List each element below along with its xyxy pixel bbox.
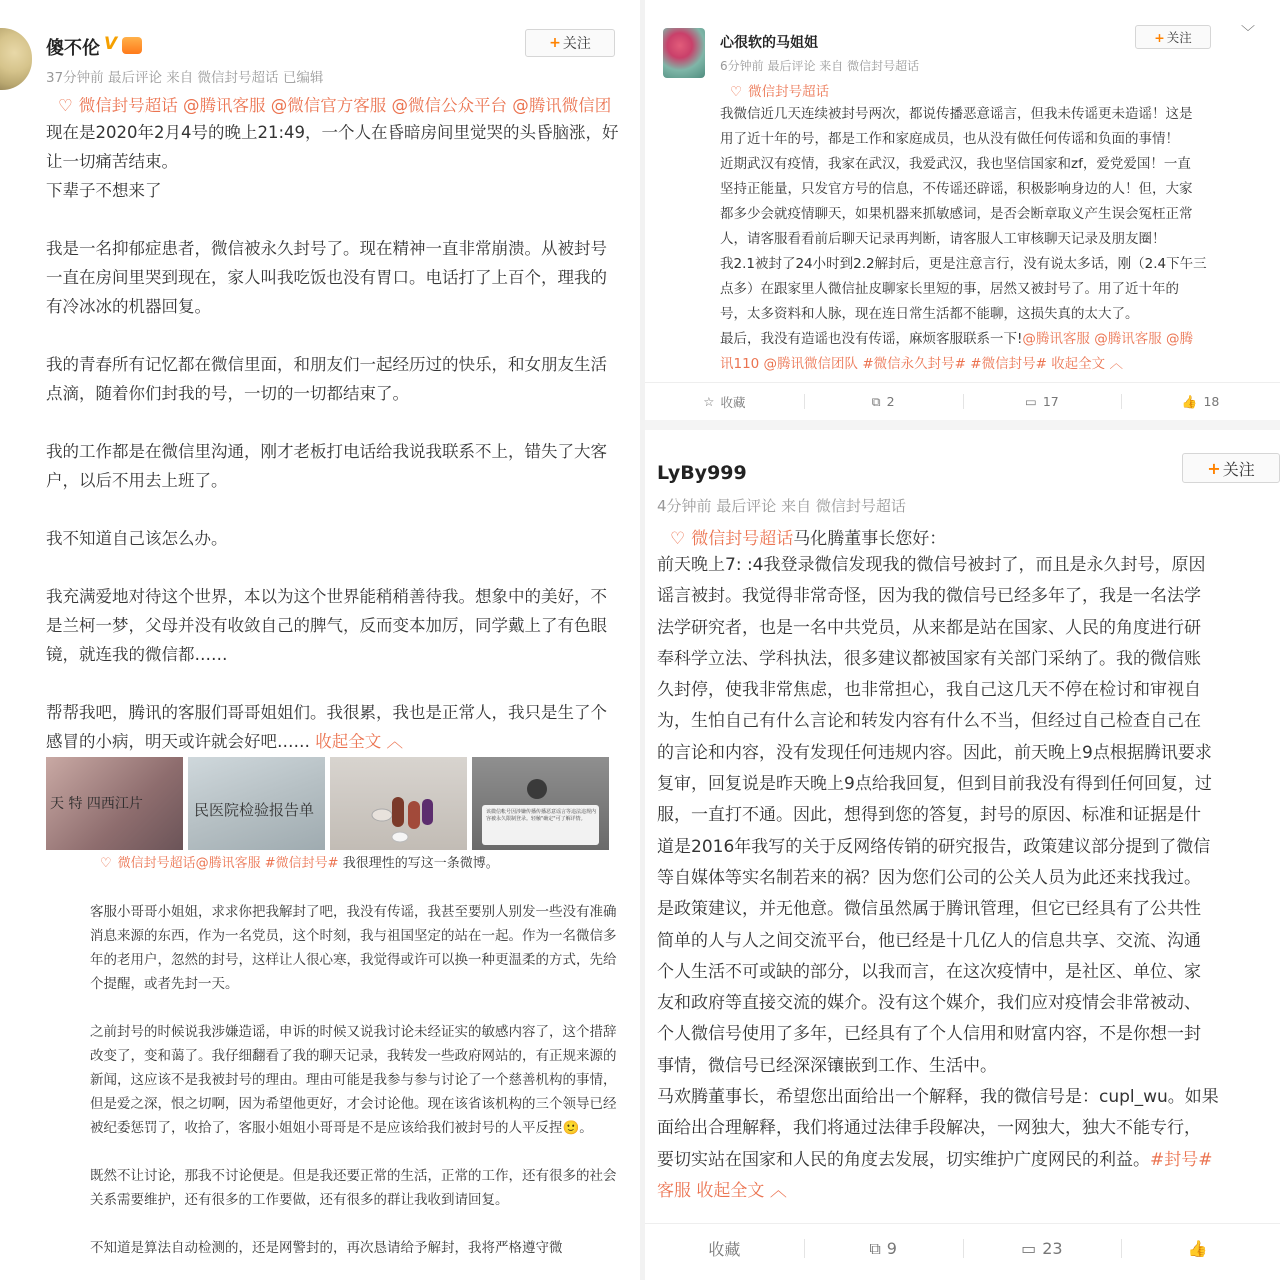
action-bar <box>645 1223 1280 1273</box>
line: 个人生活不可或缺的部分，以我而言，在这次疫情中，是社区、单位、家 <box>657 961 1201 982</box>
line: 我2.1被封了24小时到2.2解封后，更是注意言行，没有说太多话，刚（2.4下午三 <box>720 256 1207 272</box>
line-text: 最后，我没有造谣也没有传谣，麻烦客服联系一下! <box>720 331 1023 347</box>
line: 镜，就连我的微信都…… <box>46 645 228 664</box>
plus-icon: + <box>1154 29 1165 45</box>
paragraph: 既然不让讨论，那我不讨论便是。但是我还要正常的生活，正常的工作，还有很多的社会关系需要维护，还有很多的工作要做，还有很多的群让我收到请回复。 <box>90 1168 617 1208</box>
thumbnail-ban-notice[interactable] <box>472 757 609 850</box>
paragraph: 客服小哥哥小姐姐，求求你把我解封了吧，我没有传谣，我甚至要别人别发一些没有准确消息来源的东西，作为一名党员，这个时刻，我与祖国坚定的站在一起。作为一名微信多年的老用户，忽然的封号，这样让人很心寒，我觉得或许可以换一种更温柔的方式，先给个提醒，或者先封一天。 <box>90 904 617 992</box>
topic-link[interactable] <box>670 524 946 549</box>
line: 点滴，随着你们封我的号，一切的一切都结束了。 <box>46 384 409 403</box>
line <box>720 352 1255 377</box>
topic-tail: 我很理性的写这一条微博。 <box>342 856 499 871</box>
blank-line <box>90 1212 620 1236</box>
blank-line <box>46 408 640 437</box>
topic-tag-icon: ♡ <box>730 84 743 100</box>
thumbs-up-icon: 👍 <box>1187 1239 1208 1258</box>
line: 我不知道自己该怎么办。 <box>46 529 228 548</box>
topic-link[interactable] <box>100 852 499 871</box>
star-icon: ☆ <box>703 394 715 409</box>
follow-label: 关注 <box>562 36 591 52</box>
line: 户，以后不用去上班了。 <box>46 471 228 490</box>
line: 友和政府等直接交流的媒介。没有这个媒介，我们应对疫情会非常被动、 <box>657 993 1201 1014</box>
user-avatar[interactable] <box>0 28 32 90</box>
thumbnail-pills[interactable] <box>330 757 467 850</box>
comment-button[interactable] <box>963 1224 1122 1273</box>
repost-count: 2 <box>886 394 895 409</box>
favorite-button[interactable] <box>645 1224 804 1273</box>
thumb-caption: 天 特 四西江片 <box>50 796 143 812</box>
collapse-label: 收起全文 <box>315 732 382 751</box>
line: 为，生怕自己有什么言论和转发内容有什么不当，但经过自己检查自己在 <box>657 711 1201 732</box>
post-body <box>657 550 1280 1207</box>
topic-tag-icon: ♡ <box>670 529 686 549</box>
hashtag-link[interactable]: #封号# <box>1150 1149 1213 1170</box>
line: 号，太多资料和人脉，现在连日常生活都不能聊，这损失真的太大了。 <box>720 306 1139 322</box>
line: 简单的人与人之间交流平台，他已经是十几亿人的信息共享、交流、沟通 <box>657 930 1201 951</box>
line: 现在是2020年2月4号的晚上21:49，一个人在昏暗房间里觉哭的头昏脑涨，好 <box>46 123 619 142</box>
line: 我微信近几天连续被封号两次，都说传播恶意谣言，但我未传谣更未造谣！这是 <box>720 106 1193 122</box>
line: 我的青春所有记忆都在微信里面，和朋友们一起经历过的快乐，和女朋友生活 <box>46 355 607 374</box>
repost-button[interactable] <box>804 383 963 420</box>
thumbnail-prescription[interactable] <box>46 757 183 850</box>
topic-text: 微信封号超话 <box>748 84 830 100</box>
collapse-label: 收起全文 <box>696 1180 765 1201</box>
follow-label: 关注 <box>1222 459 1255 479</box>
line <box>657 1145 1280 1176</box>
line: 我的工作都是在微信里沟通，刚才老板打电话给我说我联系不上，错失了大客 <box>46 442 607 461</box>
username[interactable]: 心很软的马姐姐 <box>720 35 818 51</box>
user-avatar[interactable] <box>663 28 705 78</box>
mention-links[interactable]: @腾讯客服 @腾讯客服 @腾 <box>1022 331 1194 347</box>
panel-divider <box>645 420 1280 430</box>
line-with-collapse <box>46 727 640 756</box>
comment-count: 17 <box>1042 394 1059 409</box>
line: 是兰柯一梦，父母并没有收敛自己的脾气，反而变本加厉，同学戴上了有色眼 <box>46 616 607 635</box>
like-button[interactable] <box>1121 1224 1280 1273</box>
line <box>720 327 1255 352</box>
comment-icon: ▭ <box>1021 1239 1037 1258</box>
collapse-label: 收起全文 <box>1051 356 1106 372</box>
blank-line <box>90 1140 620 1164</box>
line: 有冷冰冰的机器回复。 <box>46 297 211 316</box>
paragraph: 之前封号的时候说我涉嫌造谣，申诉的时候又说我讨论未经证实的敏感内容了，这个措辞改变了，变和蔼了。我仔细翻看了我的聊天记录，我转发一些政府网站的，有正规来源的新闻，这应该不是我被封号的理由。理由可能是我参与参与讨论了一个慈善机构的事情，但是爱之深，恨之切啊，因为希望他更好，才会讨论他。现在该省该机构的三个领导已经被纪委惩罚了，收拾了，客服小姐姐小哥哥是不是应该给我们被封号的人平反捏🙂。 <box>90 1024 617 1136</box>
repost-count: 9 <box>886 1239 897 1258</box>
comment-icon: ▭ <box>1025 394 1037 409</box>
vip-crown-icon <box>122 37 142 54</box>
line-text: 感冒的小病，明天或许就会好吧…… <box>46 732 310 751</box>
line: 法学研究者，也是一名中共党员，从来都是站在国家、人民的角度进行研 <box>657 617 1201 638</box>
topic-tag-icon: ♡ <box>58 96 73 115</box>
favorite-button[interactable] <box>645 383 804 420</box>
post-body <box>720 102 1255 377</box>
line: 服，一直打不通。因此，想得到您的答复，封号的原因、标准和证据是什 <box>657 805 1201 826</box>
warning-icon <box>527 779 547 799</box>
mention-links[interactable]: 讯110 @腾讯微信团队 #微信永久封号# #微信封号# <box>720 356 1047 372</box>
topic-link[interactable] <box>730 80 829 100</box>
line: 我充满爱地对待这个世界，本以为这个世界能稍稍善待我。想象中的美好，不 <box>46 587 607 606</box>
mention-link[interactable]: 客服 <box>657 1180 691 1201</box>
line: 是政策建议，并无他意。微信虽然属于腾讯管理，但它已经具有了公共性 <box>657 899 1201 920</box>
post-panel-3 <box>645 0 1280 420</box>
line-text: 要切实站在国家和人民的角度去发展，切实维护广度网民的利益。 <box>657 1149 1150 1170</box>
line: 我是一名抑郁症患者，微信被永久封号了。现在精神一直非常崩溃。从被封号 <box>46 239 607 258</box>
line: 等自媒体等实名制若来的祸？因为您们公司的公关人员为此还来找我过。 <box>657 867 1201 888</box>
repost-icon: ⧉ <box>871 393 881 409</box>
line: 近期武汉有疫情，我家在武汉，我爱武汉，我也坚信国家和zf，爱党爱国！一直 <box>720 156 1191 172</box>
blank-line <box>90 996 620 1020</box>
line: 个人微信号使用了多年，已经具有了个人信用和财富内容，不是你想一封 <box>657 1024 1201 1045</box>
like-button[interactable] <box>1121 383 1280 420</box>
follow-label: 关注 <box>1166 30 1192 45</box>
line: 久封停，使我非常焦虑，也非常担心，我自己这几天不停在检讨和审视自 <box>657 680 1201 701</box>
line <box>657 1176 1280 1207</box>
line: 奉科学立法、学科执法，很多建议都被国家有关部门采纳了。我的微信账 <box>657 648 1201 669</box>
blank-line <box>46 495 640 524</box>
username[interactable]: LyBy999 <box>657 462 747 484</box>
verified-v-icon: V <box>104 34 118 54</box>
paragraph: 不知道是算法自动检测的，还是网警封的，再次恳请给予解封，我将严格遵守微 <box>90 1240 563 1256</box>
topic-link[interactable] <box>58 92 611 116</box>
chevron-up-icon: ︿ <box>386 732 403 751</box>
post-body <box>46 118 640 756</box>
collapse-link[interactable] <box>315 732 403 751</box>
line: 都多少会就疫情聊天，如果机器来抓敏感词，是否会断章取义产生误会冤枉正常 <box>720 206 1193 222</box>
plus-icon: + <box>549 35 561 51</box>
follow-button[interactable] <box>1182 453 1280 483</box>
username[interactable]: 傻不伦 <box>46 38 100 59</box>
blank-line <box>46 553 640 582</box>
post-panel-4 <box>645 430 1280 1280</box>
line: 面给出合理解释，我们将通过法律手段解决，一网独大，独大不能专行， <box>657 1118 1201 1139</box>
post-meta: 37分钟前 最后评论 来自 微信封号超话 已编辑 <box>46 70 324 86</box>
topic-text: 微信封号超话 @腾讯客服 @微信官方客服 @微信公众平台 @腾讯微信团 <box>78 96 612 115</box>
post-panel-2 <box>8 850 638 1280</box>
blank-line <box>46 205 640 234</box>
pills-illustration <box>330 757 467 850</box>
comment-count: 23 <box>1042 1239 1063 1258</box>
comment-button[interactable] <box>963 383 1122 420</box>
line: 坚持正能量，只发官方号的信息，不传谣还辟谣，积极影响身边的人！但，大家 <box>720 181 1193 197</box>
topic-text: 微信封号超话 <box>691 529 794 549</box>
plus-icon: + <box>1207 458 1221 478</box>
collapse-link[interactable] <box>1051 356 1123 372</box>
follow-button[interactable] <box>525 29 615 57</box>
topic-tail: 马化腾董事长您好： <box>793 529 947 549</box>
collapse-link[interactable] <box>696 1181 786 1201</box>
line: 点多）在跟家里人微信扯皮聊家长里短的事，居然又被封号了。用了近十年的 <box>720 281 1179 297</box>
line: 帮帮我吧，腾讯的客服们哥哥姐姐们。我很累，我也是正常人，我只是生了个 <box>46 703 607 722</box>
line: 人，请客服看看前后聊天记录再判断，请客服人工审核聊天记录及朋友圈！ <box>720 231 1166 247</box>
line: 前天晚上7: :4我登录微信发现我的微信号被封了，而且是永久封号，原因 <box>657 555 1206 575</box>
line: 道是2016年我写的关于反网络传销的研究报告，政策建议部分提到了微信 <box>657 836 1211 857</box>
line: 复审，回复说是昨天晚上9点给我回复，但到目前我没有得到任何回复，过 <box>657 774 1212 795</box>
chevron-up-icon: ︿ <box>769 1180 787 1201</box>
favorite-label: 收藏 <box>720 394 746 410</box>
post-panel-1 <box>0 0 640 850</box>
repost-icon: ⧉ <box>869 1238 881 1258</box>
line: 让一切痛苦结束。 <box>46 152 178 171</box>
like-count: 18 <box>1203 394 1220 409</box>
post-meta: 4分钟前 最后评论 来自 微信封号超话 <box>657 497 906 515</box>
image-thumbnails <box>46 757 640 850</box>
line: 下辈子不想来了 <box>46 181 162 200</box>
line: 事情，微信号已经深深镶嵌到工作、生活中。 <box>657 1055 997 1076</box>
ban-text: 该微信帐号因涉嫌传播传播恶意谣言等违法违规内容被永久限制登录。轻触"确定"可了解详情。 <box>486 809 597 822</box>
thumbnail-report[interactable] <box>188 757 325 850</box>
topic-tag-icon: ♡ <box>100 856 112 871</box>
blank-line <box>46 321 640 350</box>
line: 的言论和内容，没有发现任何违规内容。因此，前天晚上9点根据腾讯要求 <box>657 742 1212 763</box>
line: 谣言被封。我觉得非常奇怪，因为我的微信号已经多年了，我是一名法学 <box>657 586 1201 607</box>
favorite-label: 收藏 <box>708 1240 741 1259</box>
follow-button[interactable] <box>1135 25 1211 49</box>
line: 用了近十年的号，都是工作和家庭成员，也从没有做任何传谣和负面的事情！ <box>720 131 1179 147</box>
blank-line <box>46 669 640 698</box>
topic-text: 微信封号超话@腾讯客服 #微信封号# <box>117 856 339 871</box>
chevron-down-icon[interactable]: ﹀ <box>1241 25 1255 41</box>
action-bar <box>645 382 1280 420</box>
thumbs-up-icon: 👍 <box>1181 393 1198 409</box>
thumb-caption: 民医院检验报告单 <box>194 801 315 819</box>
line: 一直在房间里哭到现在，家人叫我吃饭也没有胃口。电话打了上百个，理我的 <box>46 268 607 287</box>
line: 马欢腾董事长，希望您出面给出一个解释，我的微信号是：cupl_wu。如果 <box>657 1087 1219 1108</box>
chevron-up-icon: ︿ <box>1109 356 1123 372</box>
post-body <box>90 900 620 1260</box>
post-meta: 6分钟前 最后评论 来自 微信封号超话 <box>720 59 920 73</box>
repost-button[interactable] <box>804 1224 963 1273</box>
